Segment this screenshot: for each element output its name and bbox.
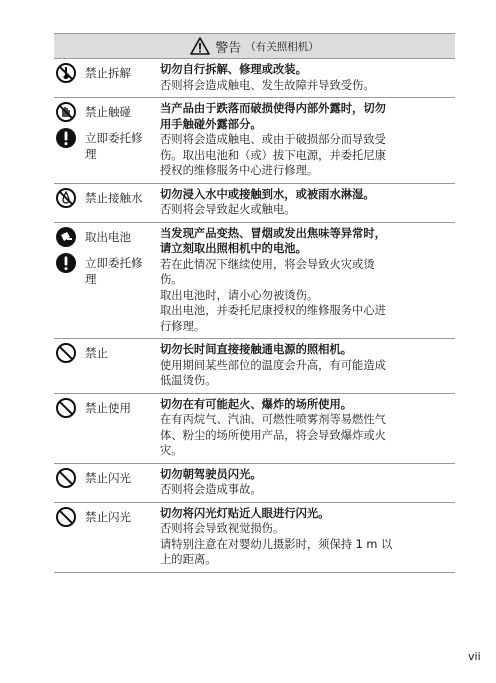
warning-label [54, 342, 155, 364]
prohibited-icon [55, 342, 77, 364]
warning-label [54, 467, 155, 489]
warning-body-line: 否则将会造成事故。 [160, 483, 262, 496]
warning-heading-line: 切勿朝驾驶员闪光。 [160, 467, 262, 481]
warning-body-line: 否则将会导致起火或触电。 [160, 203, 296, 216]
warning-body-line: 低温烫伤。 [160, 374, 217, 387]
warning-rows [54, 59, 455, 573]
warning-body-line: 若在此情况下继续使用，将会导致火灾或烫 [160, 257, 375, 271]
warning-heading-line: 当产品由于跌落而破损使得内部外露时，切勿 [160, 102, 386, 115]
warning-text [155, 223, 455, 339]
warning-labels [54, 394, 155, 463]
warning-label-text: 立即委托修理 [85, 255, 143, 286]
warning-heading-line: 请立刻取出照相机中的电池。 [160, 242, 307, 255]
warning-header [54, 33, 455, 59]
warning-text [155, 339, 455, 393]
warning-label-text: 立即委托修理 [85, 131, 143, 161]
warning-body-line: 使用期间某些部位的温度会升高，有可能造成 [160, 358, 386, 372]
warning-label-text: 禁止触碰 [85, 105, 131, 119]
page-number: vii [468, 650, 481, 663]
warning-body-line: 灾。 [160, 444, 183, 457]
remove-battery-icon [55, 226, 77, 248]
warning-text [155, 98, 455, 183]
warning-label [54, 127, 155, 162]
warning-text [155, 59, 455, 97]
warning-labels [54, 464, 155, 502]
warning-labels [54, 339, 155, 393]
warning-table [54, 33, 455, 573]
warning-label-text: 禁止接触水 [85, 190, 143, 205]
warning-text [155, 184, 455, 222]
warning-text [155, 394, 455, 463]
warning-body-line: 伤。取出电池和（或）拔下电源，并委托尼康 [160, 148, 386, 162]
warning-label [54, 226, 155, 248]
warning-row [54, 59, 455, 98]
warning-heading-line: 用手触碰外露部分。 [160, 117, 262, 131]
warning-triangle-icon [190, 37, 210, 55]
no-disassembly-icon [55, 62, 77, 84]
warning-body-line: 上的距离。 [160, 553, 217, 566]
exclamation-icon [55, 252, 77, 274]
warning-row [54, 464, 455, 503]
warning-text [155, 503, 455, 572]
warning-label [54, 62, 155, 84]
warning-label-text: 禁止闪光 [85, 509, 131, 524]
warning-body-line: 伤。 [160, 273, 183, 286]
warning-labels [54, 184, 155, 222]
warning-subtitle: （有关照相机） [245, 40, 319, 53]
warning-body-line: 取出电池，并委托尼康授权的维修服务中心进 [160, 304, 386, 317]
warning-body-line: 行修理。 [160, 319, 206, 333]
warning-labels [54, 59, 155, 97]
no-water-icon [55, 187, 77, 209]
warning-labels [54, 223, 155, 339]
warning-label [54, 101, 155, 123]
prohibited-icon [55, 467, 77, 489]
warning-labels [54, 98, 155, 183]
prohibited-icon [55, 397, 77, 419]
prohibited-icon [55, 506, 77, 528]
warning-label-text: 取出电池 [85, 229, 131, 244]
warning-body-line: 否则将会导致视觉损伤。 [160, 522, 285, 535]
warning-body-line: 否则将会造成触电、发生故障并导致受伤。 [160, 78, 375, 92]
warning-heading-line: 切勿长时间直接接触通电源的照相机。 [160, 343, 353, 356]
warning-label [54, 506, 155, 528]
warning-row [54, 184, 455, 223]
warning-labels [54, 503, 155, 572]
warning-row [54, 339, 455, 394]
warning-body-line: 请特别注意在对婴幼儿摄影时，须保持 1 m 以 [160, 537, 393, 551]
warning-label-text: 禁止拆解 [85, 66, 131, 80]
exclamation-icon [55, 127, 77, 149]
warning-row [54, 223, 455, 340]
warning-body-line: 否则将会造成触电、或由于破损部分而导致受 [160, 133, 386, 146]
warning-row [54, 98, 455, 184]
warning-body-line: 在有丙烷气、汽油、可燃性喷雾剂等易燃性气 [160, 413, 386, 426]
warning-label-text: 禁止使用 [85, 400, 131, 415]
warning-row [54, 394, 455, 464]
warning-title: 警告 [215, 40, 242, 56]
warning-label [54, 187, 155, 209]
warning-label-text: 禁止 [85, 346, 108, 360]
warning-text [155, 464, 455, 502]
warning-label [54, 397, 155, 419]
warning-heading-line: 切勿浸入水中或接触到水，或被雨水淋湿。 [160, 187, 375, 201]
warning-heading-line: 切勿自行拆解、修理或改装。 [160, 63, 307, 76]
warning-label-text: 禁止闪光 [85, 470, 131, 485]
warning-row [54, 503, 455, 573]
warning-label [54, 252, 155, 287]
warning-body-line: 取出电池时，请小心勿被烫伤。 [160, 288, 319, 302]
warning-heading-line: 切勿将闪光灯贴近人眼进行闪光。 [160, 506, 330, 520]
warning-heading-line: 切勿在有可能起火、爆炸的场所使用。 [160, 397, 353, 411]
warning-body-line: 体、粉尘的场所使用产品，将会导致爆炸或火 [160, 428, 386, 442]
warning-body-line: 授权的维修服务中心进行修理。 [160, 164, 319, 177]
no-touch-icon [55, 101, 77, 123]
warning-heading-line: 当发现产品变热、冒烟或发出焦味等异常时， [160, 226, 386, 240]
